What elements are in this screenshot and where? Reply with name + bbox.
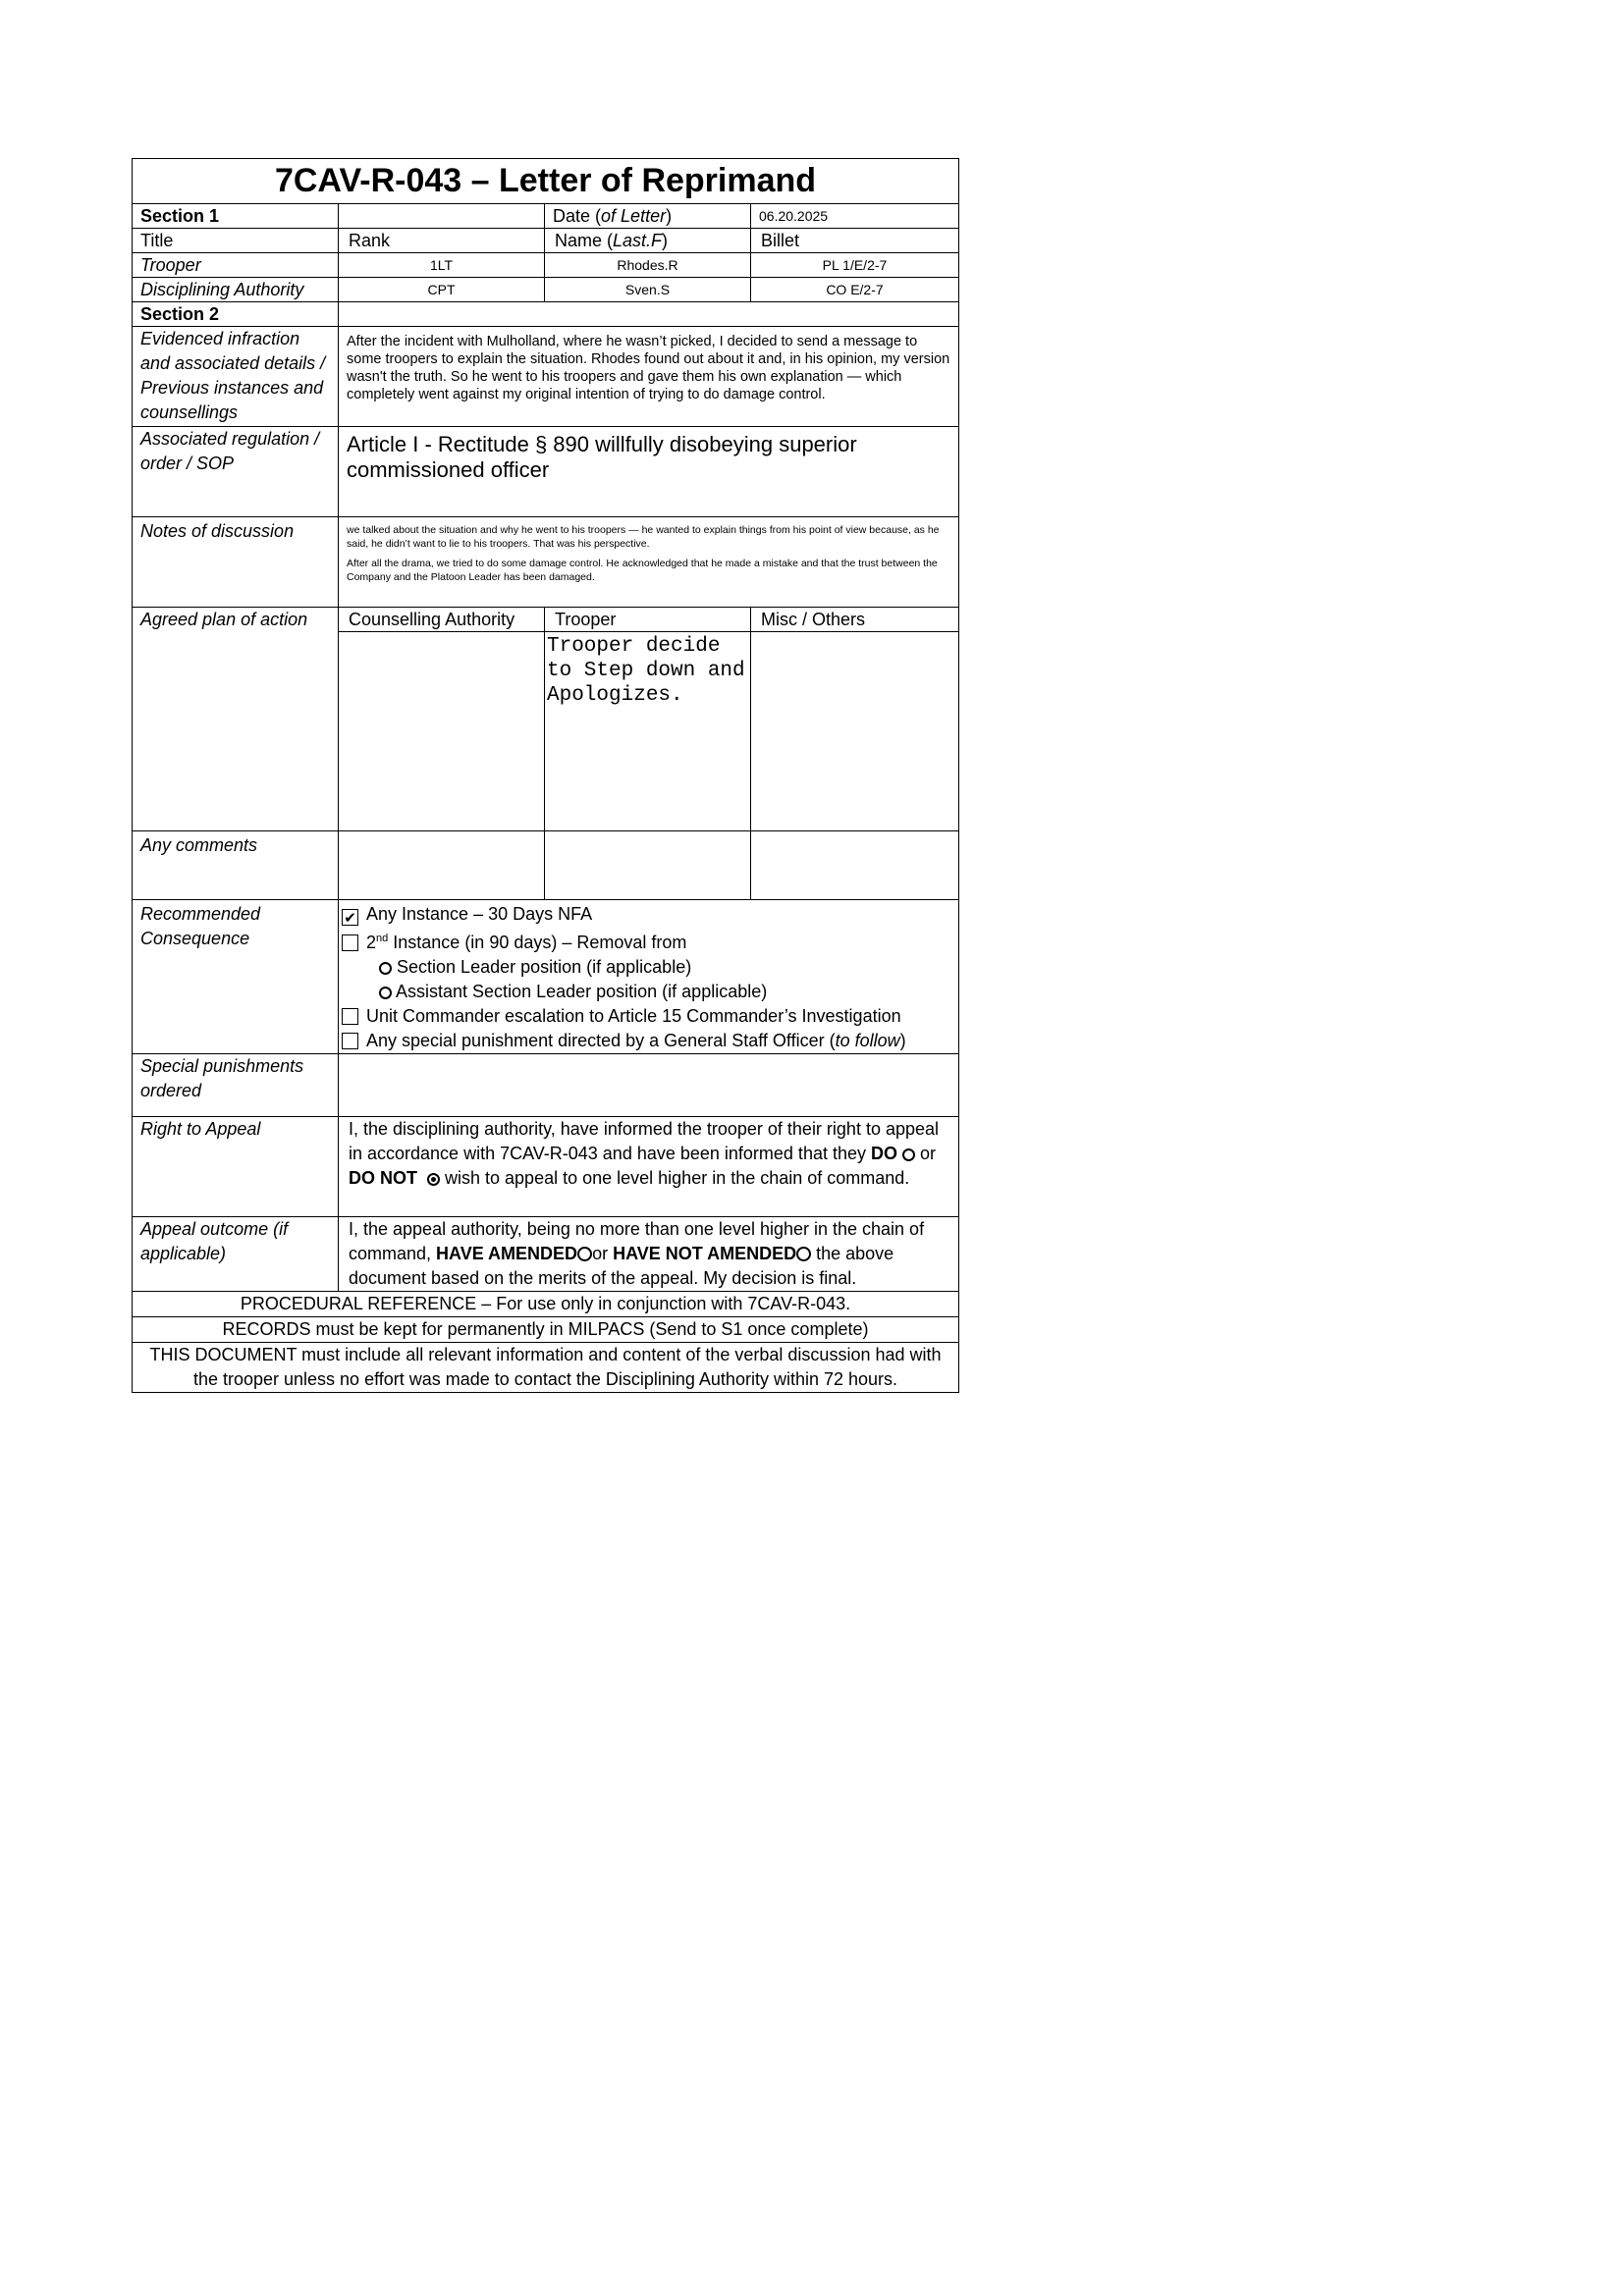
special-punishments-label: Special punishments ordered [133,1054,339,1117]
radio-icon[interactable] [379,962,392,975]
authority-row-label: Disciplining Authority [133,278,339,302]
radio-icon[interactable] [796,1247,811,1261]
infraction-details[interactable]: After the incident with Mulholland, where he wasn’t picked, I decided to send a message to some troopers to explain the situation. Rhodes found out about it and, in his opinion, my version wasn't the truth. So he went to his troopers and gave them his own explanation — which completely went against my original intention of trying to do damage control. [339,327,959,427]
comments-authority-cell[interactable] [339,831,545,900]
comments-label: Any comments [133,831,339,900]
checkbox-checked-icon[interactable]: ✔ [342,909,358,926]
plan-header-trooper: Trooper [545,608,751,632]
regulation-label: Associated regulation / order / SOP [133,427,339,517]
notes-of-discussion[interactable] [339,517,959,608]
section-2-label: Section 2 [133,302,339,327]
date-label: Date (of Letter) [545,204,751,229]
appeal-outcome-statement: I, the appeal authority, being no more than one level higher in the chain of command, HAVE AMENDED or HAVE NOT AMENDED the above document based on the merits of the appeal. My decision is final. [339,1217,959,1292]
plan-header-authority: Counselling Authority [339,608,545,632]
consequence-options [339,900,959,1054]
appeal-statement: I, the disciplining authority, have informed the trooper of their right to appeal in accordance with 7CAV-R-043 and have been informed that they DO or DO NOT wish to appeal to one level higher in the chain of command. [339,1117,959,1217]
date-value[interactable]: 06.20.2025 [751,204,959,229]
section-2-blank [339,302,959,327]
checkbox-icon[interactable] [342,1008,358,1025]
notes-paragraph-1: we talked about the situation and why he went to his troopers — he wanted to explain things from his point of view because, as he said, he didn’t want to lie to his troopers. That was his perspective. [347,524,940,550]
trooper-billet[interactable]: PL 1/E/2-7 [751,253,959,278]
trooper-row-label: Trooper [133,253,339,278]
notes-paragraph-2: After all the drama, we tried to do some damage control. He acknowledged that he made a mistake and that the trust between the Company and the Platoon Leader has been damaged. [347,558,938,583]
plan-misc-cell[interactable] [751,632,959,831]
comments-trooper-cell[interactable] [545,831,751,900]
checkbox-icon[interactable] [342,934,358,951]
section-1-label: Section 1 [133,204,339,229]
notes-label: Notes of discussion [133,517,339,608]
consequence-option-1[interactable]: ✔ Any Instance – 30 Days NFA [342,902,950,927]
plan-authority-cell[interactable] [339,632,545,831]
procedural-reference: PROCEDURAL REFERENCE – For use only in conjunction with 7CAV-R-043. [133,1292,959,1317]
header-name: Name (Last.F) [545,229,751,253]
radio-icon[interactable] [577,1247,592,1261]
infraction-label: Evidenced infraction and associated details / Previous instances and counsellings [133,327,339,427]
trooper-name[interactable]: Rhodes.R [545,253,751,278]
plan-label: Agreed plan of action [133,608,339,831]
authority-name[interactable]: Sven.S [545,278,751,302]
checkbox-icon[interactable] [342,1033,358,1049]
appeal-outcome-label: Appeal outcome (if applicable) [133,1217,339,1292]
authority-rank[interactable]: CPT [339,278,545,302]
plan-header-misc: Misc / Others [751,608,959,632]
consequence-option-2b[interactable]: Assistant Section Leader position (if applicable) [342,980,950,1004]
appeal-label: Right to Appeal [133,1117,339,1217]
consequence-option-4[interactable]: Any special punishment directed by a General Staff Officer (to follow) [342,1029,950,1053]
plan-trooper-cell[interactable]: Trooper decide to Step down and Apologizes. [545,632,751,831]
comments-misc-cell[interactable] [751,831,959,900]
consequence-option-2[interactable]: 2nd Instance (in 90 days) – Removal from [342,927,950,955]
document-requirement-note: THIS DOCUMENT must include all relevant information and content of the verbal discussion had with the trooper unless no effort was made to contact the Disciplining Authority within 72 hours. [133,1343,959,1393]
radio-icon[interactable] [902,1148,915,1161]
section-1-blank [339,204,545,229]
trooper-rank[interactable]: 1LT [339,253,545,278]
consequence-option-3[interactable]: Unit Commander escalation to Article 15 Commander’s Investigation [342,1004,950,1029]
header-title: Title [133,229,339,253]
regulation-text[interactable]: Article I - Rectitude § 890 willfully disobeying superior commissioned officer [339,427,959,517]
special-punishments-cell[interactable] [339,1054,959,1117]
records-note: RECORDS must be kept for permanently in MILPACS (Send to S1 once complete) [133,1317,959,1343]
reprimand-table [132,158,959,1393]
radio-selected-icon[interactable] [427,1173,440,1186]
consequence-option-2a[interactable]: Section Leader position (if applicable) [342,955,950,980]
radio-icon[interactable] [379,987,392,999]
header-rank: Rank [339,229,545,253]
authority-billet[interactable]: CO E/2-7 [751,278,959,302]
reprimand-form [132,158,958,1393]
header-billet: Billet [751,229,959,253]
consequence-label: Recommended Consequence [133,900,339,1054]
document-title: 7CAV-R-043 – Letter of Reprimand [133,159,959,204]
